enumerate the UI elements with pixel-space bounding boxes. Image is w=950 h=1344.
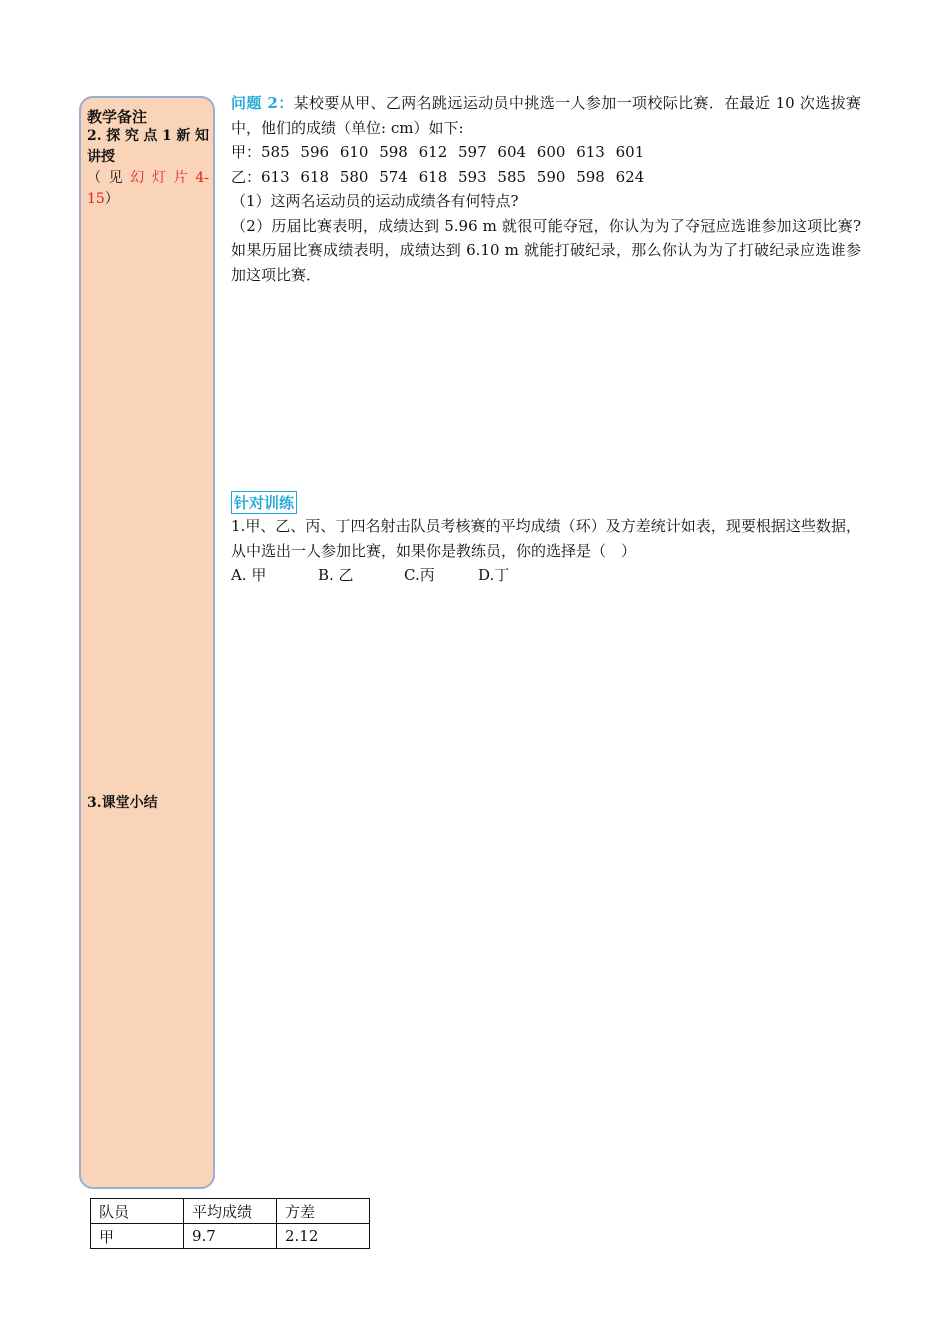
option-c: C.丙: [404, 566, 435, 584]
sidebar-item2-line1: [87, 126, 209, 147]
slide-ref-char: 片: [173, 170, 188, 186]
sidebar-item2-prefix: 2.: [87, 128, 102, 144]
exercise-question: 1.甲、乙、丙、丁四名射击队员考核赛的平均成绩（环）及方差统计如表，现要根据这些数据，从中选出一人参加比赛，如果你是教练员，你的选择是（ ）: [231, 517, 861, 560]
teaching-notes-sidebar: [79, 96, 215, 1189]
table-header-cell: 方差: [277, 1199, 370, 1224]
sidebar-item2-line4: [87, 189, 209, 210]
open-paren: （: [87, 170, 101, 186]
question-2: （2）历届比赛表明，成绩达到 5.96 m 就很可能夺冠，你认为为了夺冠应选谁参加这项比赛? 如果历届比赛成绩表明，成绩达到 6.10 m 就能打破纪录，那么你认为为了打破纪录应选谁参加这项比赛．: [231, 216, 861, 284]
exercise-options: [231, 563, 861, 588]
problem-statement: [231, 91, 861, 140]
sidebar-item2-char: 知: [194, 128, 209, 144]
option-d: D.丁: [478, 566, 510, 584]
row-jia-label: 甲：: [231, 143, 262, 161]
sidebar-item2-char: 新: [176, 128, 191, 144]
slide-ref-char: 4-: [195, 170, 209, 186]
sidebar-item2-line2: 讲授: [87, 149, 115, 165]
row-jia-values: 585 596 610 598 612 597 604 600 613 601: [261, 143, 645, 161]
problem-label: 问题 2: [231, 94, 278, 112]
problem-text: 某校要从甲、乙两名跳远运动员中挑选一人参加一项校际比赛．在最近 10 次选拔赛中，他们的成绩（单位: cm）如下:: [231, 94, 861, 137]
row-yi: [231, 165, 861, 190]
sidebar-item2-char: 点: [143, 128, 158, 144]
row-yi-label: 乙：: [231, 167, 262, 186]
sidebar-title: 教学备注: [87, 108, 148, 126]
sidebar-item-summary: 3.课堂小结: [87, 795, 158, 811]
problem-colon: ：: [277, 94, 294, 112]
question-1: （1）这两名运动员的运动成绩各有何特点?: [231, 192, 519, 210]
row-jia: [231, 140, 861, 165]
table-cell: 甲: [91, 1224, 184, 1249]
table-row: [91, 1224, 370, 1249]
table-header-cell: 平均成绩: [184, 1199, 277, 1224]
close-paren: ）: [104, 191, 119, 207]
slide-ref-char: 灯: [152, 170, 167, 186]
training-heading: 针对训练: [231, 491, 297, 514]
sidebar-item-new-knowledge: [87, 126, 209, 210]
exercise-section: [231, 514, 861, 588]
sidebar-item2-line3: [87, 168, 209, 189]
slide-ref-number: 15: [87, 191, 105, 207]
table-cell: 9.7: [184, 1224, 277, 1249]
sidebar-item2-char: 1: [162, 128, 172, 144]
row-yi-values: 613 618 580 574 618 593 585 590 598 624: [261, 167, 645, 186]
option-b: B. 乙: [318, 566, 354, 584]
option-a: A. 甲: [231, 566, 267, 584]
table-cell: 2.12: [277, 1224, 370, 1249]
problem-section: [231, 91, 861, 287]
table-header-row: [91, 1199, 370, 1224]
table-header-cell: 队员: [91, 1199, 184, 1224]
see-text: 见: [108, 170, 123, 186]
slide-ref-char: 幻: [130, 170, 145, 186]
score-table: [90, 1198, 370, 1249]
sidebar-item2-char: 探: [106, 128, 121, 144]
sidebar-item2-char: 究: [124, 128, 139, 144]
